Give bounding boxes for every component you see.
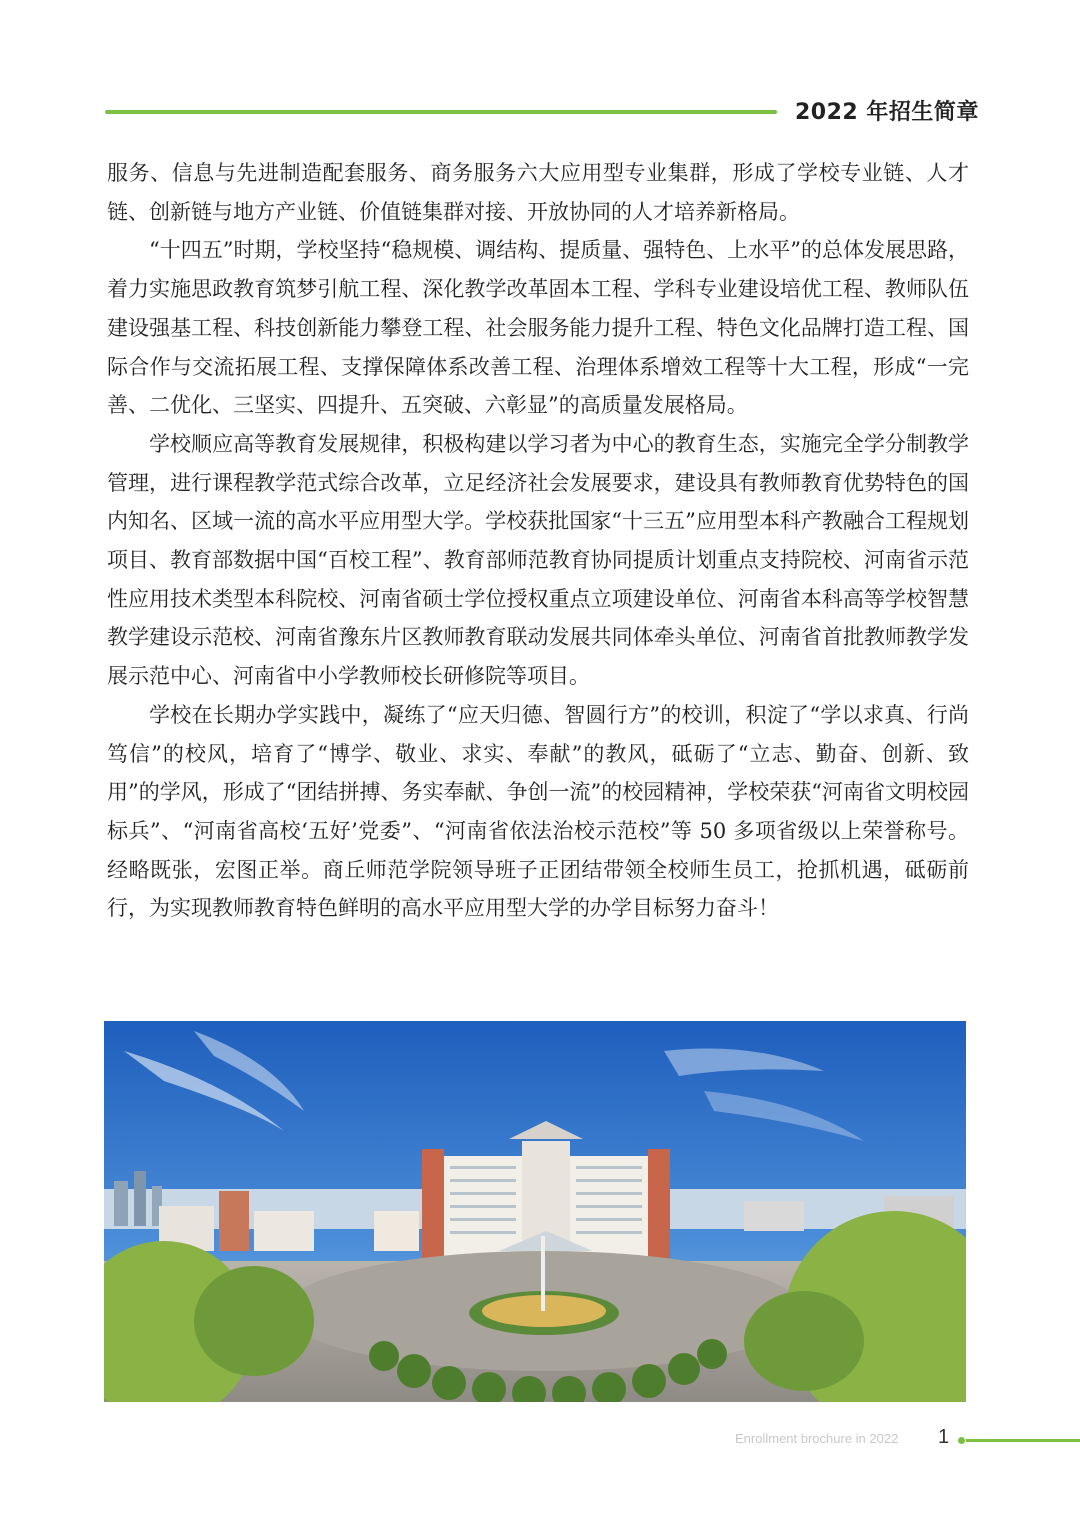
page-number: 1 bbox=[938, 1426, 950, 1448]
paragraph-3: 学校顺应高等教育发展规律，积极构建以学习者为中心的教育生态，实施完全学分制教学管理，进行课程教学范式综合改革，立足经济社会发展要求，建设具有教师教育优势特色的国内知名、区域一流的高水平应用型大学。学校获批国家“十三五”应用型本科产教融合工程规划项目、教育部数据中国“百校工程”、教育部师范教育协同提质计划重点支持院校、河南省示范性应用技术类型本科院校、河南省硕士学位授权重点立项建设单位、河南省本科高等学校智慧教学建设示范校、河南省豫东片区教师教育联动发展共同体牵头单位、河南省首批教师教学发展示范中心、河南省中小学教师校长研修院等项目。 bbox=[107, 431, 969, 689]
article-body bbox=[107, 154, 969, 928]
campus-illustration bbox=[104, 1021, 966, 1402]
footer-accent-dot bbox=[958, 1437, 965, 1444]
paragraph-1: 服务、信息与先进制造配套服务、商务服务六大应用型专业集群，形成了学校专业链、人才链、创新链与地方产业链、价值链集群对接、开放协同的人才培养新格局。 bbox=[107, 161, 969, 224]
paragraph-4: 学校在长期办学实践中，凝练了“应天归德、智圆行方”的校训，积淀了“学以求真、行尚笃信”的校风，培育了“博学、敬业、求实、奉献”的教风，砥砺了“立志、勤奋、创新、致用”的学风，形成了“团结拼搏、务实奉献、争创一流”的校园精神，学校荣获“河南省文明校园标兵”、“河南省高校‘五好’党委”、“河南省依法治校示范校”等 50 多项省级以上荣誉称号。经略既张，宏图正举。商丘师范学院领导班子正团结带领全校师生员工，抢抓机遇，砥砺前行，为实现教师教育特色鲜明的高水平应用型大学的办学目标努力奋斗！ bbox=[107, 702, 969, 921]
footer-caption: Enrollment brochure in 2022 bbox=[735, 1431, 899, 1446]
campus-photo bbox=[104, 1021, 966, 1402]
page-header-title: 2022 年招生简章 bbox=[795, 100, 979, 125]
header-divider-line bbox=[105, 110, 777, 114]
footer-accent-line bbox=[966, 1439, 1080, 1442]
paragraph-2: “十四五”时期，学校坚持“稳规模、调结构、提质量、强特色、上水平”的总体发展思路，着力实施思政教育筑梦引航工程、深化教学改革固本工程、学科专业建设培优工程、教师队伍建设强基工程、科技创新能力攀登工程、社会服务能力提升工程、特色文化品牌打造工程、国际合作与交流拓展工程、支撑保障体系改善工程、治理体系增效工程等十大工程，形成“一完善、二优化、三坚实、四提升、五突破、六彰显”的高质量发展格局。 bbox=[107, 238, 969, 418]
